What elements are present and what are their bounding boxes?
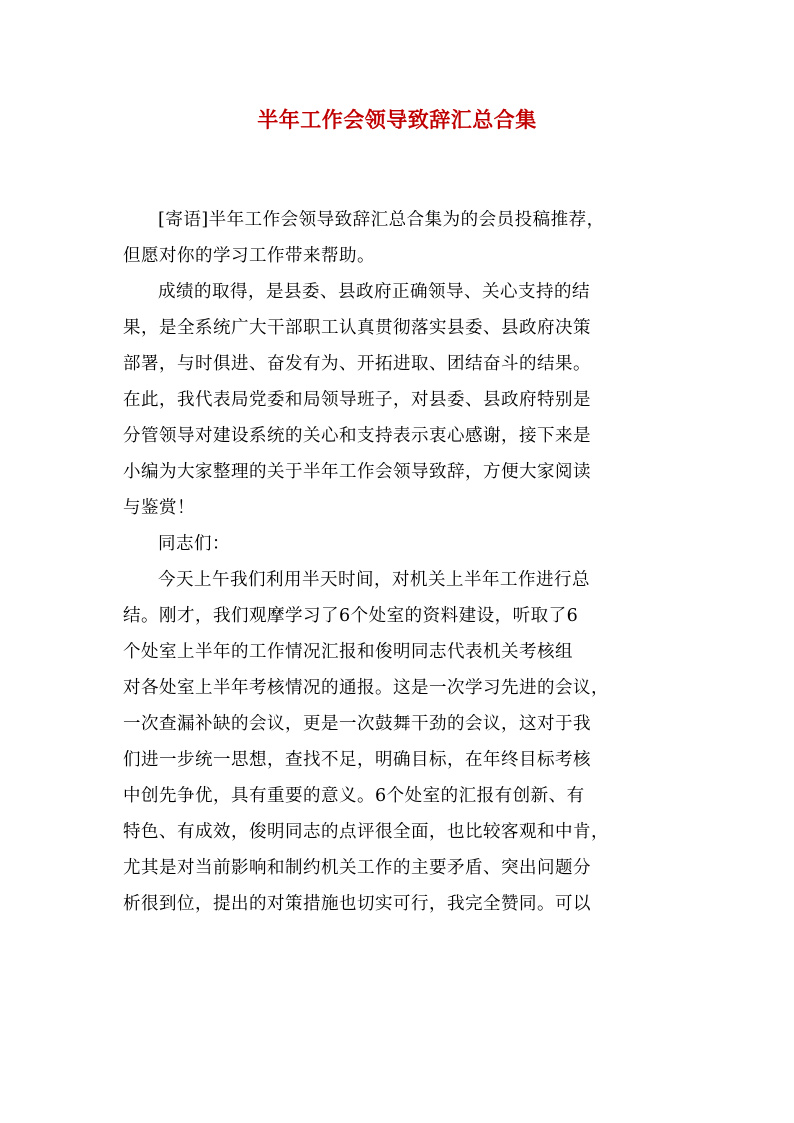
text-line: 尤其是对当前影响和制约机关工作的主要矛盾、突出问题分	[123, 858, 591, 878]
paragraph-achievements	[123, 274, 673, 526]
text-line: 成绩的取得，是县委、县政府正确领导、关心支持的结	[158, 282, 590, 302]
text-line: 特色、有成效，俊明同志的点评很全面，也比较客观和中肯，	[123, 822, 609, 842]
paragraph-speech	[123, 562, 673, 922]
paragraph-greeting	[123, 526, 673, 562]
document-body	[123, 202, 673, 922]
text-line: 但愿对你的学习工作带来帮助。	[123, 246, 375, 266]
text-line: 今天上午我们利用半天时间，对机关上半年工作进行总	[158, 570, 590, 590]
text-line: 同志们：	[158, 534, 230, 554]
text-line: 对各处室上半年考核情况的通报。这是一次学习先进的会议，	[123, 678, 609, 698]
text-line: 分管领导对建设系统的关心和支持表示衷心感谢，接下来是	[123, 426, 591, 446]
paragraph-intro	[123, 202, 673, 274]
text-line: 小编为大家整理的关于半年工作会领导致辞，方便大家阅读	[123, 462, 591, 482]
text-line: 在此，我代表局党委和局领导班子，对县委、县政府特别是	[123, 390, 591, 410]
text-line: 果，是全系统广大干部职工认真贯彻落实县委、县政府决策	[123, 318, 591, 338]
text-line: 与鉴赏！	[123, 498, 195, 518]
text-line: 析很到位，提出的对策措施也切实可行，我完全赞同。可以	[123, 894, 591, 914]
text-line: 们进一步统一思想，查找不足，明确目标，在年终目标考核	[123, 750, 591, 770]
text-line: 部署，与时俱进、奋发有为、开拓进取、团结奋斗的结果。	[123, 354, 591, 374]
text-line: 结。刚才，我们观摩学习了6个处室的资料建设，听取了6	[123, 606, 579, 626]
text-line: 一次查漏补缺的会议，更是一次鼓舞干劲的会议，这对于我	[123, 714, 591, 734]
document-title: 半年工作会领导致辞汇总合集	[257, 107, 537, 132]
text-line: 中创先争优，具有重要的意义。6个处室的汇报有创新、有	[123, 786, 585, 806]
text-line: 个处室上半年的工作情况汇报和俊明同志代表机关考核组	[123, 642, 573, 662]
text-line: [寄语]半年工作会领导致辞汇总合集为的会员投稿推荐，	[158, 210, 605, 230]
